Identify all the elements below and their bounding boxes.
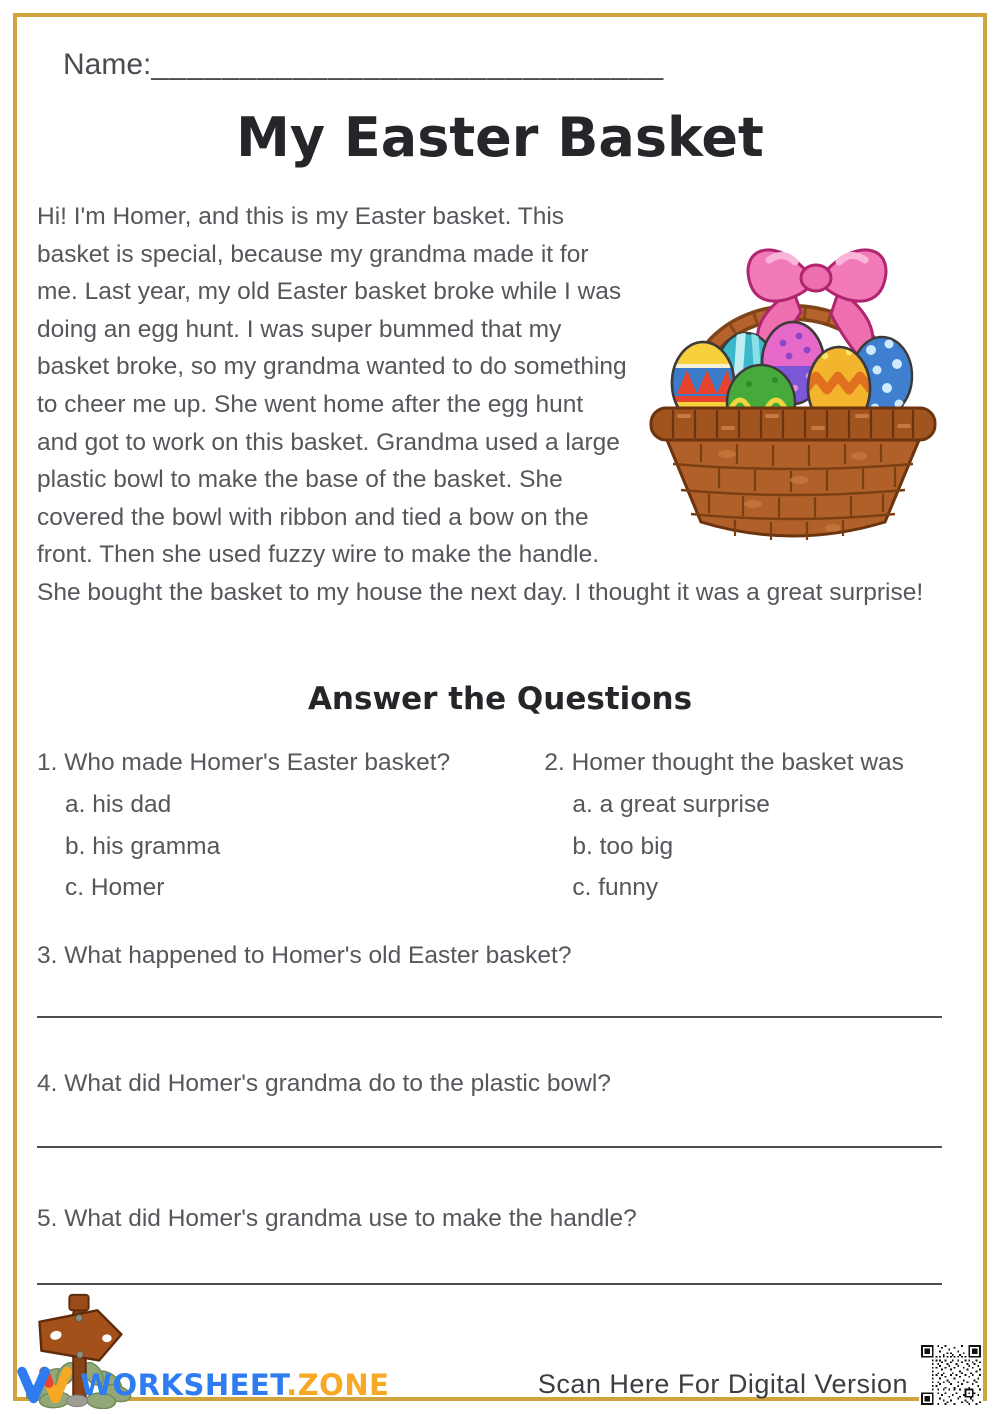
question-2-label: 2. Homer thought the basket was [544,749,904,776]
page-title: My Easter Basket [236,106,764,169]
question-2-option-b[interactable]: b. too big [572,832,674,860]
story-text: Hi! I'm Homer, and this is my Easter basket. This basket is special, because my grandma made it for me. Last year, my old Easter basket broke while I was doing an egg hunt. I was super bummed that my basket broke, so my grandma wanted to do something to cheer me up. She went home after the egg hunt and got to work on this basket. Grandma used a large plastic bowl to make the base of the basket. She covered the bowl with ribbon and tied a bow on the front. Then she used fuzzy wire to make the handle. She bought the basket to my house the next day. I thought it was a great surprise! [37,203,924,606]
question-5-label: 5. What did Homer's grandma use to make the handle? [37,1205,637,1232]
brand-name: WORKSHEET [80,1368,287,1402]
question-2-block [544,748,943,903]
question-2-option-c[interactable]: c. funny [572,874,659,901]
answer-line-q3[interactable] [37,1016,942,1018]
brand-tld: ZONE [297,1368,390,1402]
brand-dot: . [286,1368,298,1402]
question-1-option-b[interactable]: b. his gramma [65,832,221,860]
worksheet-zone-w-icon [14,1362,78,1408]
easter-basket-illustration [643,198,943,546]
question-1-block [37,748,544,903]
answer-line-q5[interactable] [37,1283,942,1285]
multiple-choice-section [37,748,943,903]
name-label: Name: [63,48,152,81]
name-row [63,48,664,82]
easter-basket-image [643,198,943,546]
qr-code-image [921,1345,981,1405]
name-blank-line[interactable]: _____________________________ [151,48,665,81]
story-section [37,198,943,612]
question-1-option-c[interactable]: c. Homer [65,874,165,901]
brand-text [80,1368,389,1402]
scan-here-label: Scan Here For Digital Version [537,1369,908,1399]
question-2-option-a[interactable]: a. a great surprise [572,791,770,818]
qr-code[interactable] [919,1343,983,1407]
question-4-label: 4. What did Homer's grandma do to the plastic bowl? [37,1070,611,1097]
question-1-option-a[interactable]: a. his dad [65,791,172,818]
question-3-label: 3. What happened to Homer's old Easter basket? [37,942,572,969]
worksheet-zone-logo[interactable] [14,1362,389,1408]
answer-line-q4[interactable] [37,1146,942,1148]
quiz-heading: Answer the Questions [307,681,693,717]
question-1-label: 1. Who made Homer's Easter basket? [37,749,451,776]
